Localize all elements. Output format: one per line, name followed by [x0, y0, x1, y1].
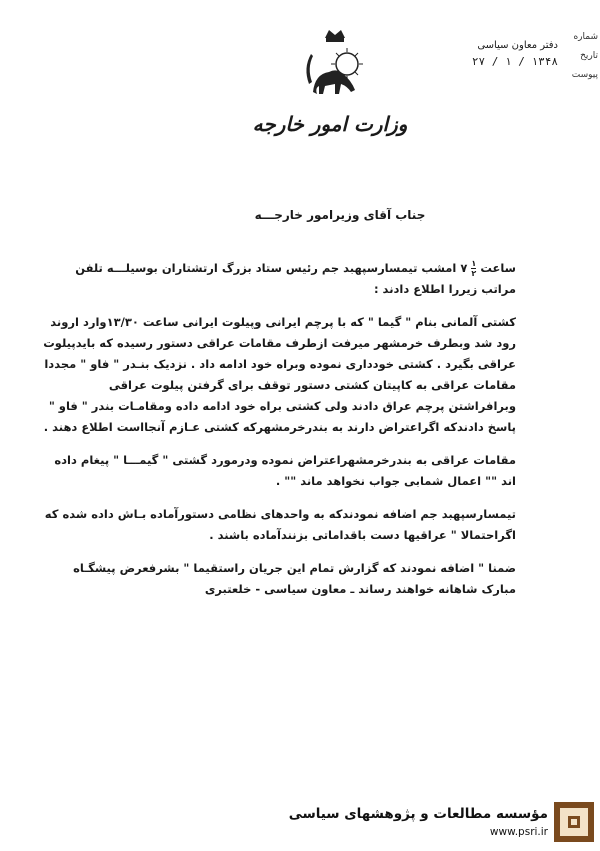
- addressee-line: جناب آقای وزیرامور خارجـــه: [254, 208, 426, 222]
- registration-stamp: [428, 38, 558, 70]
- date-value: ۱۳۴۸ / ۱ / ۲۷: [471, 55, 558, 68]
- paragraph-3: مقامات عراقی به بندرخرمشهراعتراض نموده ودرمورد گشتی " گیمـــا " پیغام داده اند "" اعمال شمابی جواب نخواهد ماند "" .: [54, 453, 516, 488]
- fraction-numerator: ۱: [471, 259, 477, 268]
- paragraph-5: ضمنا " اضافه نمودند که گزارش تمام این جریان راستقیما " بشرفعرض پیشگـاه مبارک شاهانه خواهند رساند ـ معاون سیاسی - خلعتبری: [73, 561, 516, 596]
- margin-labels: [571, 28, 598, 85]
- number-label: شماره: [573, 32, 598, 42]
- date-label: تاریخ: [580, 51, 598, 61]
- paragraph-1: [38, 258, 516, 300]
- institute-url: www.psri.ir: [489, 826, 548, 838]
- office-label: دفتر معاون سیاسی: [477, 40, 558, 51]
- footer-watermark: [0, 772, 600, 851]
- fraction-denominator: ۲: [471, 269, 477, 278]
- paragraph-2: کشتی آلمانی بنام " گیما " که با پرچم ایرانی وپیلوت ایرانی ساعت ۱۳/۳۰وارد اروند رود شد وبطرف خرمشهر میرفت ازطرف مقامات عراقی دستور رسیده که بایدپیلوت عراقی بگیرد . کشتی خودداری نموده وبراه خود ادامه داد . نزدیک بنـدر " فاو " مجددا مقامات عراقی به کاپیتان کشتی دستور توقف برای گرفتن پیلوت عراقی وبرافراشتن پرچم عراق دادند ولی کشتی براه خود ادامه داده ومقامـات بندر " فاو " پاسخ دادندکه اگراعتراض دارند به بندرخرمشهرکه کشتی عـازم آنجااست اطلاع دهند .: [43, 315, 516, 434]
- institute-name: مؤسسه مطالعات و پژوهشهای سیاسی: [288, 806, 548, 822]
- enclosure-label: پیوست: [571, 70, 598, 80]
- institute-logo-icon: [554, 802, 594, 842]
- time-fraction: [471, 259, 476, 278]
- paragraph-1-start: ساعت: [480, 261, 516, 275]
- ministry-heading: وزارت امور خارجه: [252, 112, 408, 136]
- paragraph-4: تیمسارسپهبد جم اضافه نمودندکه به واحدهای نظامی دستورآماده بـاش داده شده که اگراحتمالا " عراقیها دست باقداماتی بزنندآماده باشند .: [44, 507, 516, 542]
- paragraph-1-rest: ۷ امشب تیمسارسپهبد جم رئیس ستاد بزرگ ارتشتاران بوسیلـــه تلفن مراتب زیررا اطلاع دادند :: [75, 261, 516, 296]
- letter-body: [38, 258, 516, 612]
- lion-and-sun-emblem: [295, 28, 375, 108]
